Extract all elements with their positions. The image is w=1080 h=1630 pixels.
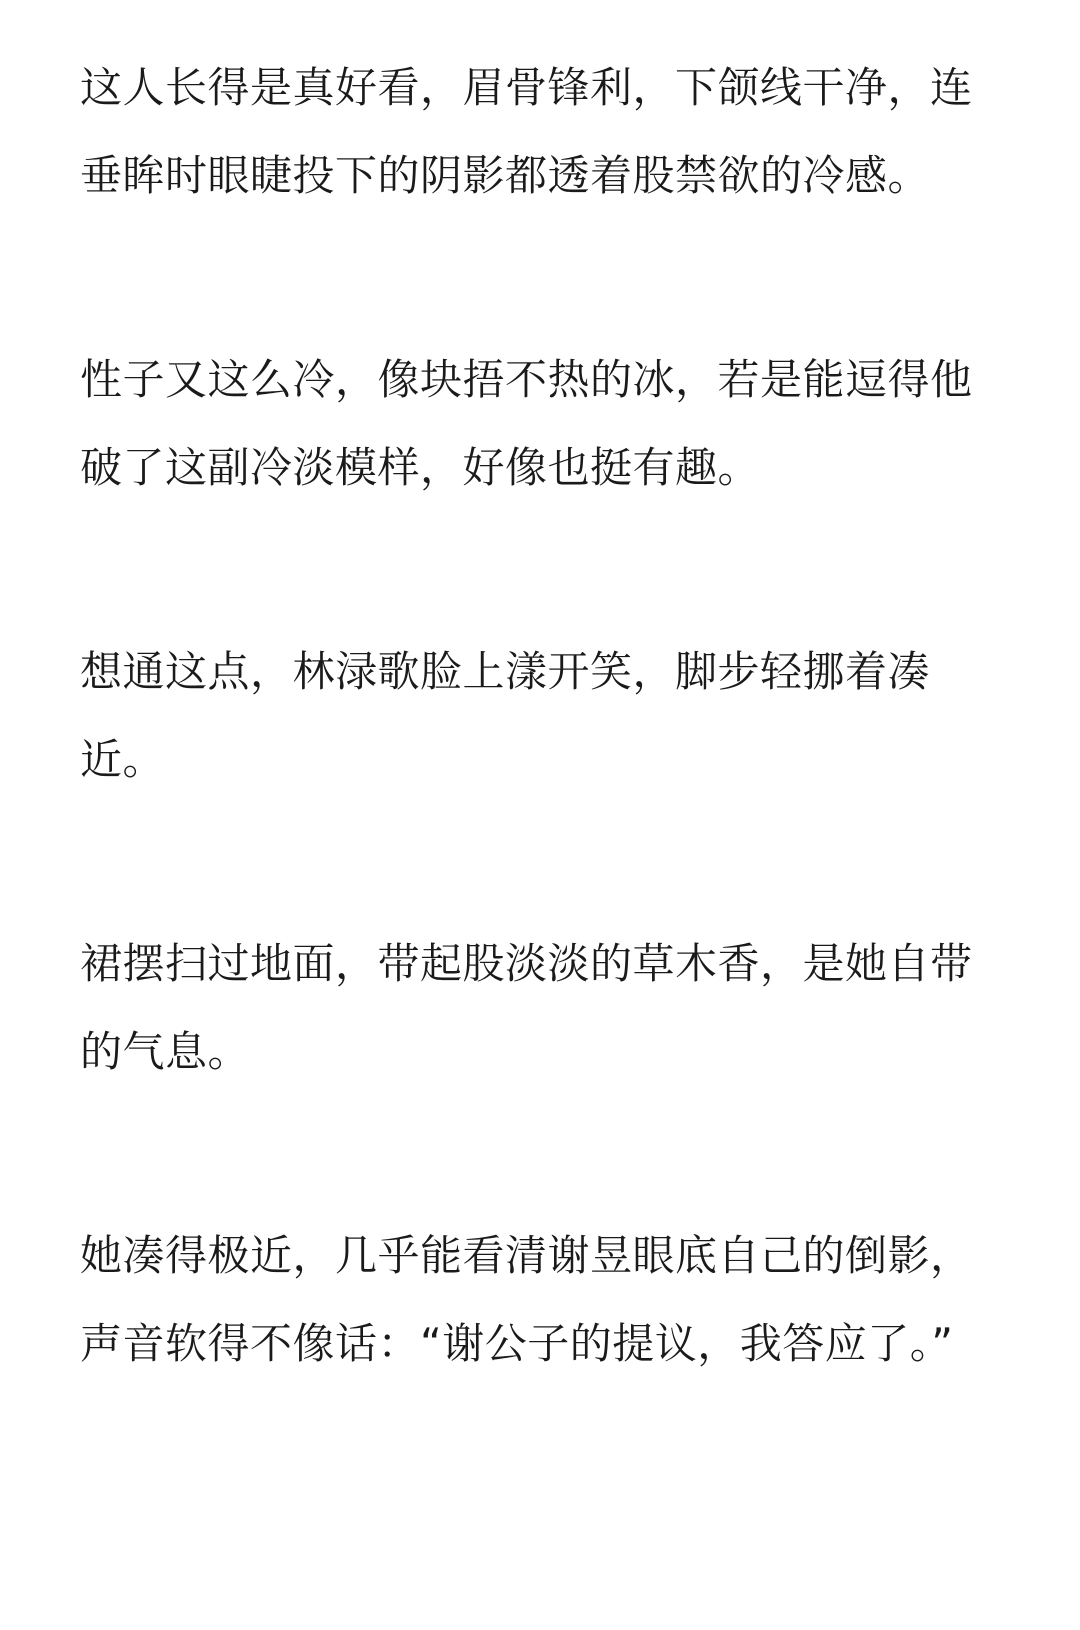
- paragraph-3: 想通这点，林渌歌脸上漾开笑，脚步轻挪着凑近。: [80, 647, 931, 784]
- paragraph-2: 性子又这么冷，像块捂不热的冰，若是能逗得他破了这副冷淡模样，好像也挺有趣。: [80, 355, 973, 492]
- article-body: [80, 44, 1000, 1388]
- paragraph-5: 她凑得极近，几乎能看清谢昱眼底自己的倒影，声音软得不像话：“谢公子的提议，我答应了。”: [80, 1231, 973, 1368]
- paragraph-4: 裙摆扫过地面，带起股淡淡的草木香，是她自带的气息。: [80, 939, 973, 1076]
- paragraph-1: 这人长得是真好看，眉骨锋利，下颌线干净，连垂眸时眼睫投下的阴影都透着股禁欲的冷感。: [80, 63, 973, 200]
